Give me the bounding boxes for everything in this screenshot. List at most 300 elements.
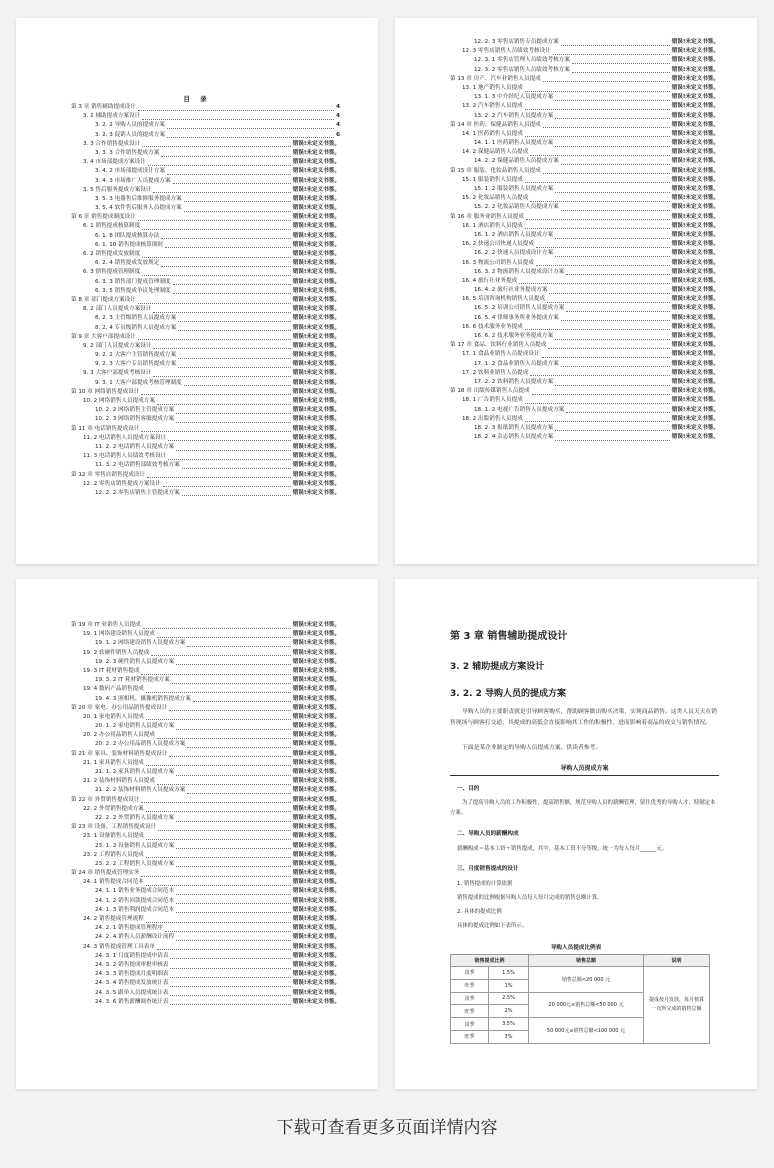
toc-entry[interactable] xyxy=(71,360,340,369)
section-salary: 二、导购人员的薪酬构成 xyxy=(457,831,519,837)
toc-entry-page: 错误!未定义书签。 xyxy=(671,186,719,192)
toc-entry-page: 错误!未定义书签。 xyxy=(292,388,340,395)
toc-entry-page: 错误!未定义书签。 xyxy=(292,695,340,702)
toc-entry-page: 错误!未定义书签。 xyxy=(292,315,340,322)
toc-entry[interactable] xyxy=(450,130,719,139)
toc-entry-page: 错误!未定义书签。 xyxy=(292,897,340,904)
toc-entry[interactable] xyxy=(71,379,340,388)
toc-entry[interactable] xyxy=(71,989,340,998)
toc-entry[interactable] xyxy=(450,148,719,157)
toc-leader-dots xyxy=(170,972,290,978)
toc-entry[interactable] xyxy=(71,259,340,268)
toc-entry-page: 错误!未定义书签。 xyxy=(292,443,340,450)
toc-entry[interactable] xyxy=(71,759,340,768)
toc-entry-page: 错误!未定义书签。 xyxy=(671,378,719,385)
toc-entry[interactable] xyxy=(71,489,340,498)
toc-entry-title: 6. 1. 8 团队提成核算办法 xyxy=(95,232,160,239)
toc-entry[interactable] xyxy=(71,333,340,342)
toc-entry-title: 11. 3. 2 电话销售部绩效考核方案 xyxy=(95,462,180,469)
toc-entry[interactable] xyxy=(450,360,719,369)
toc-entry[interactable] xyxy=(450,231,719,240)
toc-leader-dots xyxy=(141,426,290,432)
note-cell: 提成按月发放，每月核算一次所完成的销售总额 xyxy=(644,967,710,1044)
toc-entry-title: 17. 1. 2 食品业销售人员提成方案 xyxy=(474,360,559,367)
toc-leader-dots xyxy=(158,825,291,831)
toc-entry[interactable] xyxy=(71,915,340,924)
toc-entry-title: 19. 2 软硬件销售人员提成 xyxy=(83,649,150,656)
rate-cell: 1.5% xyxy=(489,967,529,980)
toc-entry[interactable] xyxy=(71,241,340,250)
toc-leader-dots xyxy=(176,935,291,941)
toc-entry[interactable] xyxy=(71,213,340,222)
toc-entry-title: 24. 2 销售提成管理流程 xyxy=(83,916,144,922)
toc-entry-page: 错误!未定义书签。 xyxy=(292,306,340,313)
toc-entry[interactable] xyxy=(71,425,340,434)
toc-leader-dots xyxy=(555,380,670,386)
toc-entry[interactable] xyxy=(71,324,340,333)
toc-entry-page: 错误!未定义书签。 xyxy=(671,250,719,257)
toc-entry[interactable] xyxy=(71,195,340,204)
toc-leader-dots xyxy=(168,454,291,460)
toc-entry[interactable] xyxy=(450,259,719,268)
toc-entry-title: 24. 3. 4 销售提成发放统计表 xyxy=(95,980,169,987)
toc-entry[interactable] xyxy=(71,998,340,1007)
toc-entry[interactable] xyxy=(71,676,340,685)
toc-entry[interactable] xyxy=(71,232,340,241)
toc-list-3 xyxy=(71,621,340,1007)
toc-entry-title: 6. 1. 10 销售提成核算细则 xyxy=(95,241,163,248)
toc-leader-dots xyxy=(169,751,290,757)
toc-entry[interactable] xyxy=(450,277,719,286)
toc-entry-title: 19. 4 数码产品销售提成 xyxy=(83,686,144,693)
toc-entry[interactable] xyxy=(71,287,340,296)
toc-entry-page: 错误!未定义书签。 xyxy=(292,870,340,877)
toc-entry-page: 错误!未定义书签。 xyxy=(292,269,340,276)
toc-entry[interactable] xyxy=(71,140,340,149)
toc-leader-dots xyxy=(555,187,670,193)
toc-entry-page: 错误!未定义书签。 xyxy=(292,934,340,941)
toc-entry[interactable] xyxy=(71,933,340,942)
toc-entry[interactable] xyxy=(71,667,340,676)
toc-entry[interactable] xyxy=(71,158,340,167)
toc-entry[interactable] xyxy=(450,341,719,350)
toc-entry[interactable] xyxy=(71,713,340,722)
toc-leader-dots xyxy=(543,168,670,174)
toc-entry[interactable] xyxy=(450,415,719,424)
toc-leader-dots xyxy=(566,306,669,312)
toc-entry[interactable] xyxy=(450,240,719,249)
toc-leader-dots xyxy=(543,76,670,82)
toc-entry[interactable] xyxy=(71,406,340,415)
toc-entry-title: 9. 3 大客户部提成考核设计 xyxy=(83,370,152,377)
toc-entry[interactable] xyxy=(71,658,340,667)
toc-entry[interactable] xyxy=(450,222,719,231)
toc-entry-title: 12. 2 零售店销售提成方案设计 xyxy=(83,480,161,487)
toc-entry-title: 24. 3. 6 销售薪酬调查统计表 xyxy=(95,998,169,1005)
toc-entry-title: 9. 2. 2 大客户主管销售提成方案 xyxy=(95,352,177,359)
salary-text: 薪酬构成＝基本工资＋销售提成，其中，基本工资不分等级，统一为每人每月______元。 xyxy=(457,846,668,852)
toc-entry[interactable] xyxy=(71,814,340,823)
toc-entry[interactable] xyxy=(71,480,340,489)
toc-entry[interactable] xyxy=(71,823,340,832)
toc-entry-page: 错误!未定义书签。 xyxy=(671,57,719,64)
toc-entry-title: 16. 6 技术服务业务提成 xyxy=(462,323,523,330)
toc-entry[interactable] xyxy=(71,860,340,869)
toc-entry-title: 19. 2. 3 硬件销售人员提成方案 xyxy=(95,658,175,665)
toc-leader-dots xyxy=(182,463,291,469)
toc-entry[interactable] xyxy=(450,112,719,121)
toc-entry-title: 18. 2. 4 杂志销售人员提成方案 xyxy=(474,434,554,441)
section-commission: 三、月度销售提成的设计 xyxy=(457,866,519,872)
toc-entry[interactable] xyxy=(450,424,719,433)
toc-entry[interactable] xyxy=(71,621,340,630)
toc-entry[interactable] xyxy=(450,213,719,222)
chapter-heading: 第 3 章 销售辅助提成设计 xyxy=(450,631,568,642)
toc-leader-dots xyxy=(146,852,291,858)
toc-entry-title: 12. 3. 2 零售店销售人员绩效考核方案 xyxy=(474,66,570,73)
toc-entry[interactable] xyxy=(71,296,340,305)
toc-entry[interactable] xyxy=(71,649,340,658)
toc-leader-dots xyxy=(555,141,670,147)
toc-leader-dots xyxy=(146,880,291,886)
toc-entry-page: 错误!未定义书签。 xyxy=(292,287,340,294)
toc-leader-dots xyxy=(176,770,291,776)
toc-entry-page: 错误!未定义书签。 xyxy=(671,94,719,101)
toc-entry[interactable] xyxy=(450,268,719,277)
toc-entry[interactable] xyxy=(71,924,340,933)
range-cell: 20 000元≤销售总额<50 000 元 xyxy=(529,992,644,1018)
toc-entry[interactable] xyxy=(71,887,340,896)
toc-entry[interactable] xyxy=(71,851,340,860)
toc-entry[interactable] xyxy=(71,268,340,277)
toc-entry-page: 错误!未定义书签。 xyxy=(292,214,340,221)
toc-entry-page: 错误!未定义书签。 xyxy=(671,287,719,294)
toc-entry[interactable] xyxy=(71,805,340,814)
toc-entry-page: 错误!未定义书签。 xyxy=(292,925,340,932)
toc-list-1 xyxy=(71,103,340,498)
toc-entry-page: 错误!未定义书签。 xyxy=(671,84,719,91)
toc-entry[interactable] xyxy=(71,222,340,231)
toc-entry-page: 错误!未定义书签。 xyxy=(292,489,340,496)
toc-leader-dots xyxy=(172,678,291,684)
toc-entry-title: 3. 3 合作销售提成设计 xyxy=(83,140,141,147)
toc-leader-dots xyxy=(176,408,291,414)
toc-leader-dots xyxy=(187,742,290,748)
toc-entry[interactable] xyxy=(71,878,340,887)
toc-entry[interactable] xyxy=(71,388,340,397)
toc-entry[interactable] xyxy=(450,56,719,65)
toc-leader-dots xyxy=(525,104,670,110)
toc-entry[interactable] xyxy=(450,93,719,102)
toc-leader-dots xyxy=(165,242,291,248)
toc-entry[interactable] xyxy=(450,121,719,130)
toc-entry-page: 错误!未定义书签。 xyxy=(292,667,340,674)
toc-entry[interactable] xyxy=(71,685,340,694)
toc-entry-page: 错误!未定义书签。 xyxy=(292,205,340,212)
toc-entry[interactable] xyxy=(71,897,340,906)
toc-entry[interactable] xyxy=(450,66,719,75)
toc-entry[interactable] xyxy=(71,443,340,452)
toc-entry[interactable] xyxy=(71,722,340,731)
toc-leader-dots xyxy=(157,632,291,638)
toc-entry[interactable] xyxy=(450,295,719,304)
commission-basis-text: 销售提成的比例根据导购人员每人每月完成的销售总额计算。 xyxy=(457,895,603,901)
toc-entry[interactable] xyxy=(71,471,340,480)
toc-entry[interactable] xyxy=(450,304,719,313)
toc-entry[interactable] xyxy=(71,314,340,323)
toc-entry-title: 9. 2. 3 大客户专员销售提成方案 xyxy=(95,361,177,368)
toc-entry-title: 3. 5. 3 电器售后维修服务提成方案 xyxy=(95,195,182,202)
toc-entry-title: 12. 3 零售店销售人员绩效考核设计 xyxy=(462,48,551,55)
toc-leader-dots xyxy=(153,343,290,349)
toc-entry[interactable] xyxy=(450,350,719,359)
toc-leader-dots xyxy=(572,67,670,73)
toc-leader-dots xyxy=(146,834,291,840)
page-toc-1 xyxy=(16,18,378,564)
toc-entry-title: 11. 2 电话销售人员提成方案设计 xyxy=(83,434,167,441)
toc-entry-page: 错误!未定义书签。 xyxy=(671,149,719,156)
toc-entry[interactable] xyxy=(71,970,340,979)
toc-entry[interactable] xyxy=(71,177,340,186)
toc-entry[interactable] xyxy=(450,314,719,323)
toc-entry-page: 错误!未定义书签。 xyxy=(671,66,719,73)
toc-leader-dots xyxy=(138,298,291,304)
toc-entry[interactable] xyxy=(71,943,340,952)
toc-entry-page: 错误!未定义书签。 xyxy=(292,278,340,285)
toc-entry-title: 第 21 章 家具、装饰材料销售提成设计 xyxy=(71,750,168,757)
toc-leader-dots xyxy=(169,705,290,711)
toc-leader-dots xyxy=(176,907,291,913)
toc-entry[interactable] xyxy=(71,452,340,461)
toc-entry-title: 19. 1 网络建设销售人员提成 xyxy=(83,631,155,638)
toc-entry-title: 15. 2. 2 化妆品销售人员提成方案 xyxy=(474,204,559,211)
toc-entry-title: 3. 4. 3 市场推广人员提成方案 xyxy=(95,177,171,184)
toc-entry[interactable] xyxy=(450,102,719,111)
toc-entry[interactable] xyxy=(71,351,340,360)
toc-entry[interactable] xyxy=(450,84,719,93)
toc-entry[interactable] xyxy=(71,278,340,287)
toc-leader-dots xyxy=(536,242,670,248)
toc-entry[interactable] xyxy=(71,461,340,470)
toc-entry[interactable] xyxy=(450,75,719,84)
toc-entry-title: 第 24 章 销售提成管理实务 xyxy=(71,870,140,877)
toc-leader-dots xyxy=(146,760,291,766)
toc-entry-title: 8. 2. 4 专员级销售人员提成方案 xyxy=(95,324,177,331)
toc-entry-title: 14. 1 医药销售人员提成 xyxy=(462,130,523,137)
toc-entry[interactable] xyxy=(71,786,340,795)
toc-entry-page: 错误!未定义书签。 xyxy=(292,425,340,432)
toc-leader-dots xyxy=(161,233,290,239)
toc-entry[interactable] xyxy=(450,203,719,212)
toc-leader-dots xyxy=(141,797,290,803)
toc-entry[interactable] xyxy=(71,906,340,915)
toc-entry[interactable] xyxy=(71,961,340,970)
toc-entry[interactable] xyxy=(71,204,340,213)
toc-entry-page: 错误!未定义书签。 xyxy=(292,241,340,248)
toc-entry-title: 16. 6. 2 技术服务业务提成方案 xyxy=(474,333,554,339)
page-content xyxy=(395,579,757,1089)
toc-entry-title: 14. 2 保健品销售人员提成 xyxy=(462,149,529,156)
toc-entry[interactable] xyxy=(71,740,340,749)
toc-leader-dots xyxy=(138,215,291,221)
toc-entry-page: 错误!未定义书签。 xyxy=(292,888,340,895)
toc-leader-dots xyxy=(141,669,290,675)
download-more-link[interactable]: 下载可查看更多页面详情内容 xyxy=(276,1118,498,1138)
toc-leader-dots xyxy=(176,659,291,665)
toc-entry[interactable] xyxy=(450,286,719,295)
toc-entry[interactable] xyxy=(71,250,340,259)
toc-entry-page: 错误!未定义书签。 xyxy=(671,259,719,266)
toc-entry[interactable] xyxy=(71,869,340,878)
toc-entry-title: 24. 2. 4 销售人员薪酬设计流程 xyxy=(95,934,175,941)
toc-entry-title: 3. 2. 2 导购人员的提成方案 xyxy=(95,122,165,129)
toc-entry-title: 15. 1 服装销售人员提成 xyxy=(462,176,523,183)
toc-entry-page: 错误!未定义书签。 xyxy=(292,814,340,821)
toc-entry-page: 错误!未定义书签。 xyxy=(292,658,340,665)
toc-leader-dots xyxy=(530,196,669,202)
toc-entry[interactable] xyxy=(450,369,719,378)
toc-leader-dots xyxy=(187,641,290,647)
toc-entry[interactable] xyxy=(450,406,719,415)
toc-entry[interactable] xyxy=(450,323,719,332)
toc-entry[interactable] xyxy=(71,369,340,378)
toc-entry-title: 13. 1. 3 中介经纪人员提成方案 xyxy=(474,94,554,101)
toc-entry[interactable] xyxy=(71,415,340,424)
toc-entry-title: 22. 2. 2 外贸销售人员提成方案 xyxy=(95,814,175,821)
toc-leader-dots xyxy=(167,169,291,175)
toc-entry-title: 13. 1 地产销售人员提成 xyxy=(462,84,523,91)
toc-entry-title: 21. 2. 2 装饰材料销售人员提成方案 xyxy=(95,787,186,794)
toc-entry[interactable] xyxy=(450,167,719,176)
toc-leader-dots xyxy=(530,370,669,376)
toc-entry[interactable] xyxy=(71,832,340,841)
toc-entry[interactable] xyxy=(71,112,340,121)
toc-entry[interactable] xyxy=(450,194,719,203)
commission-table xyxy=(450,954,710,1044)
toc-entry-title: 17. 2 饮料业销售人员提成 xyxy=(462,369,529,376)
toc-entry-page: 错误!未定义书签。 xyxy=(292,961,340,968)
toc-entry[interactable] xyxy=(71,952,340,961)
toc-entry-page: 错误!未定义书签。 xyxy=(671,333,719,339)
toc-entry-title: 第 12 章 零售店销售提成设计 xyxy=(71,471,145,478)
toc-leader-dots xyxy=(168,435,291,441)
toc-entry[interactable] xyxy=(71,979,340,988)
toc-leader-dots xyxy=(561,361,670,367)
toc-entry[interactable] xyxy=(450,249,719,258)
toc-entry-page: 错误!未定义书签。 xyxy=(292,480,340,487)
toc-entry[interactable] xyxy=(71,777,340,786)
toc-entry-page: 错误!未定义书签。 xyxy=(671,195,719,202)
toc-entry[interactable] xyxy=(71,434,340,443)
toc-entry[interactable] xyxy=(450,176,719,185)
toc-leader-dots xyxy=(165,926,291,932)
toc-entry-title: 24. 2. 1 销售提成管理程序 xyxy=(95,925,163,932)
toc-entry-title: 24. 1. 3 销售利润提成合同范本 xyxy=(95,906,175,913)
toc-entry-title: 15. 1. 2 服装销售人员提成方案 xyxy=(474,186,554,192)
toc-entry[interactable] xyxy=(450,185,719,194)
table-row xyxy=(451,967,710,980)
toc-entry[interactable] xyxy=(450,157,719,166)
toc-entry[interactable] xyxy=(450,47,719,56)
toc-entry[interactable] xyxy=(71,103,340,112)
toc-leader-dots xyxy=(561,159,670,165)
toc-entry-title: 19. 1. 2 网络建设销售人员提成方案 xyxy=(95,640,186,647)
toc-entry[interactable] xyxy=(450,139,719,148)
toc-entry[interactable] xyxy=(71,768,340,777)
toc-entry[interactable] xyxy=(71,186,340,195)
toc-entry-page: 错误!未定义书签。 xyxy=(671,351,719,358)
toc-entry[interactable] xyxy=(71,750,340,759)
toc-entry[interactable] xyxy=(450,433,719,442)
toc-entry[interactable] xyxy=(71,342,340,351)
toc-entry-title: 9. 2 部门人员提成方案设计 xyxy=(83,342,152,349)
toc-entry-title: 9. 3. 1 大客户部提成考核管理制度 xyxy=(95,379,182,386)
toc-entry[interactable] xyxy=(71,639,340,648)
toc-entry[interactable] xyxy=(71,842,340,851)
toc-entry[interactable] xyxy=(71,630,340,639)
toc-entry[interactable] xyxy=(71,167,340,176)
toc-entry-title: 24. 1. 1 销售业务提成合同范本 xyxy=(95,888,175,895)
intro-paragraph: 导购人员的主要职责就是引导顾客购买，帮助顾客做出购买决策，实现商品销售。这类人员天天在销售现场与顾客打交道，其提成的高低会直接影响其工作的积极性，进而影响着商品的成交与销售情况。 xyxy=(450,709,718,726)
toc-leader-dots xyxy=(561,315,670,321)
toc-entry-page: 错误!未定义书签。 xyxy=(292,370,340,377)
toc-leader-dots xyxy=(157,399,291,405)
toc-entry-page: 错误!未定义书签。 xyxy=(292,434,340,441)
toc-entry[interactable] xyxy=(71,731,340,740)
toc-entry-page: 错误!未定义书签。 xyxy=(292,723,340,730)
toc-entry[interactable] xyxy=(450,332,719,341)
toc-entry-page: 错误!未定义书签。 xyxy=(671,424,719,431)
toc-entry[interactable] xyxy=(450,38,719,47)
toc-entry-page: 错误!未定义书签。 xyxy=(292,260,340,267)
toc-entry-page: 错误!未定义书签。 xyxy=(671,369,719,376)
toc-leader-dots xyxy=(555,251,670,257)
toc-entry-title: 6. 2 销售提成发放制度 xyxy=(83,251,141,257)
toc-entry-page: 错误!未定义书签。 xyxy=(292,750,340,757)
toc-entry-page: 错误!未定义书签。 xyxy=(292,398,340,404)
toc-entry[interactable] xyxy=(71,397,340,406)
toc-leader-dots xyxy=(143,623,291,629)
commission-basis: 1. 销售提成的计算依据 xyxy=(457,881,513,887)
toc-entry-title: 13. 2 汽车销售人员提成 xyxy=(462,103,523,110)
toc-entry-page: 错误!未定义书签。 xyxy=(292,471,340,478)
toc-entry-title: 16. 1 酒店销售人员提成 xyxy=(462,222,523,229)
toc-entry[interactable] xyxy=(450,378,719,387)
toc-entry-page: 错误!未定义书签。 xyxy=(671,204,719,211)
rate-cell: 2% xyxy=(489,1005,529,1018)
toc-entry-page: 错误!未定义书签。 xyxy=(671,314,719,321)
toc-entry-title: 14. 2. 2 保健品销售人员提成方案 xyxy=(474,158,559,165)
toc-entry[interactable] xyxy=(71,695,340,704)
toc-leader-dots xyxy=(187,788,290,794)
toc-entry[interactable] xyxy=(71,704,340,713)
toc-entry[interactable] xyxy=(450,396,719,405)
toc-leader-dots xyxy=(170,999,290,1005)
toc-entry[interactable] xyxy=(450,387,719,396)
toc-entry-page: 错误!未定义书签。 xyxy=(292,177,340,184)
toc-entry[interactable] xyxy=(71,121,340,130)
toc-entry-page: 错误!未定义书签。 xyxy=(292,462,340,469)
toc-leader-dots xyxy=(184,196,291,202)
toc-entry[interactable] xyxy=(71,149,340,158)
season-cell: 淡季 xyxy=(451,1018,489,1031)
toc-entry[interactable] xyxy=(71,305,340,314)
toc-leader-dots xyxy=(555,334,670,340)
toc-entry[interactable] xyxy=(71,796,340,805)
toc-entry-title: 24. 3. 3 销售提成月度明细表 xyxy=(95,971,169,978)
purpose-text: 为了提高导购人员的工作积极性，提高销售额，规范导购人员的薪酬管理，留住优秀的导购人才，特制定本方案。 xyxy=(450,800,716,816)
toc-entry[interactable] xyxy=(71,131,340,140)
